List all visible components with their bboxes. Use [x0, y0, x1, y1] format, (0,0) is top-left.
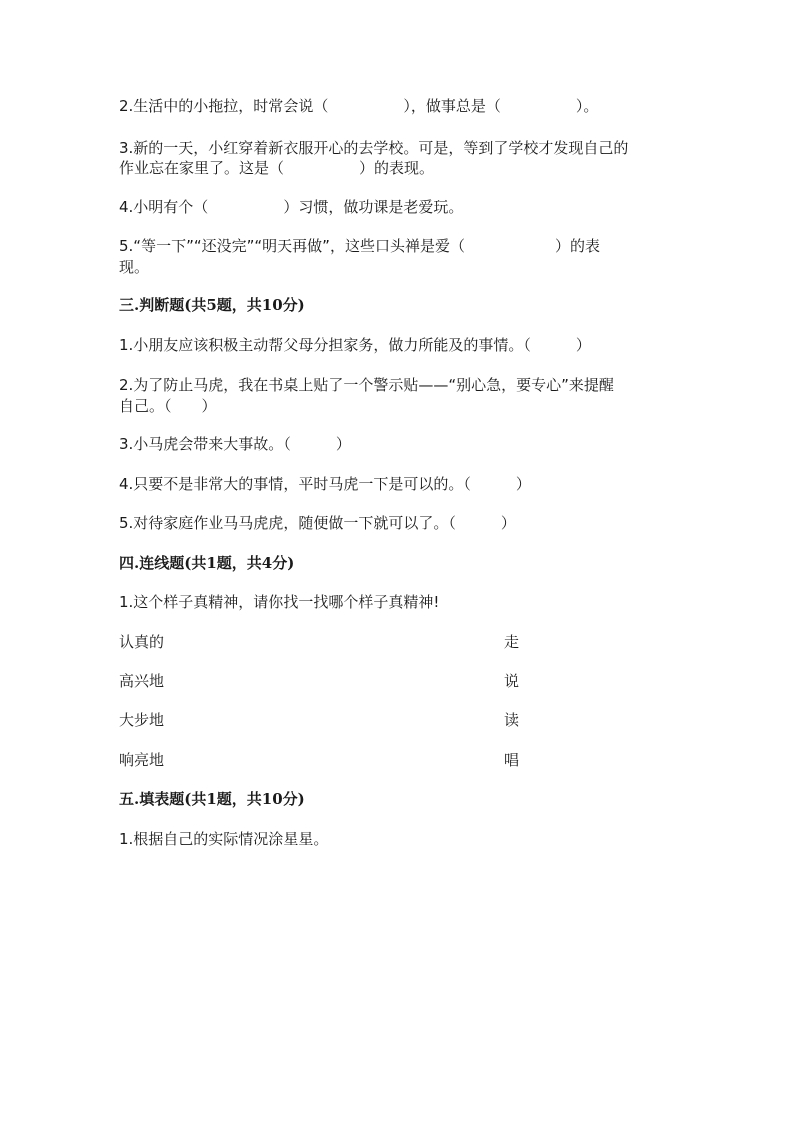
match-right-item: 走	[504, 633, 520, 651]
judge-question-4: 4.只要不是非常大的事情，平时马虎一下是可以的。（ ）	[119, 475, 531, 493]
match-right-item: 说	[504, 672, 520, 690]
judge-question-5: 5.对待家庭作业马马虎虎，随便做一下就可以了。（ ）	[119, 514, 516, 532]
match-left-item: 响亮地	[119, 751, 165, 769]
fill-question-3-line-1: 3.新的一天，小红穿着新衣服开心的去学校。可是，等到了学校才发现自己的	[119, 139, 629, 157]
match-left-item: 认真的	[119, 633, 165, 651]
section-3-heading: 三.判断题(共5题，共10分)	[119, 296, 305, 314]
match-question-1: 1.这个样子真精神，请你找一找哪个样子真精神!	[119, 593, 440, 611]
match-left-item: 大步地	[119, 711, 165, 729]
section-5-heading: 五.填表题(共1题，共10分)	[119, 790, 305, 808]
match-right-item: 读	[504, 711, 520, 729]
fill-question-5-line-1: 5.“等一下”“还没完”“明天再做”，这些口头禅是爱（ ）的表	[119, 237, 600, 255]
judge-question-2-line-1: 2.为了防止马虎，我在书桌上贴了一个警示贴——“别心急，要专心”来提醒	[119, 376, 614, 394]
match-right-item: 唱	[504, 751, 520, 769]
fill-question-4: 4.小明有个（ ）习惯，做功课是老爱玩。	[119, 198, 464, 216]
match-left-item: 高兴地	[119, 672, 165, 690]
judge-question-1: 1.小朋友应该积极主动帮父母分担家务，做力所能及的事情。（ ）	[119, 336, 591, 354]
table-question-1: 1.根据自己的实际情况涂星星。	[119, 830, 329, 848]
judge-question-2-line-2: 自己。（ ）	[119, 397, 217, 415]
judge-question-3: 3.小马虎会带来大事故。（ ）	[119, 435, 351, 453]
section-4-heading: 四.连线题(共1题，共4分)	[119, 554, 295, 572]
fill-question-5-line-2: 现。	[119, 258, 150, 276]
fill-question-2: 2.生活中的小拖拉，时常会说（ ），做事总是（ ）。	[119, 97, 599, 115]
fill-question-3-line-2: 作业忘在家里了。这是（ ）的表现。	[119, 159, 435, 177]
